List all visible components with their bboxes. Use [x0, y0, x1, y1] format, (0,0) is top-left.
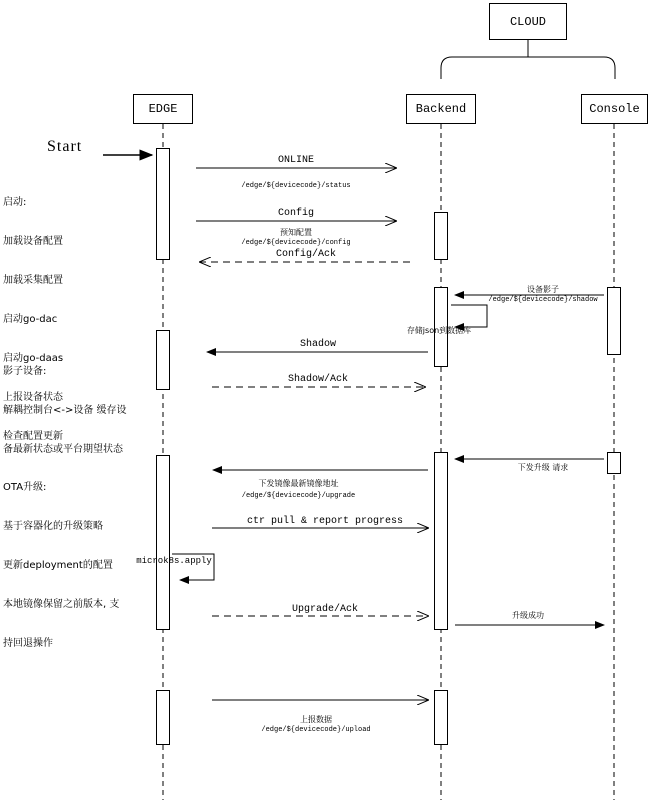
message-device-shadow-label: 设备影子: [527, 285, 559, 294]
message-upgrade-success-label: 升级成功: [512, 611, 544, 620]
message-upload-path: /edge/${devicecode}/upload: [261, 726, 371, 734]
note-startup-line-4: 启动go-daas: [3, 353, 64, 364]
message-config-sub: 预知配置: [280, 228, 312, 237]
note-ota-line-4: 持回退操作: [3, 638, 53, 649]
activation-backend-3: [434, 452, 448, 630]
participant-console[interactable]: [581, 94, 648, 124]
activation-edge-4: [156, 690, 170, 745]
message-online-label: ONLINE: [277, 155, 314, 166]
note-ota-line-3: 本地镜像保留之前版本, 支: [3, 599, 120, 610]
activation-console-2: [607, 452, 621, 474]
message-upload-label: 上报数据: [300, 715, 332, 724]
note-ota-line-1: 基于容器化的升级策略: [3, 521, 103, 532]
participant-console-label: Console: [589, 102, 640, 116]
message-microk8s-apply-label: microk8s.apply: [136, 556, 212, 566]
message-upgrade-path: /edge/${devicecode}/upgrade: [241, 492, 356, 500]
note-ota-line-2: 更新deployment的配置: [3, 560, 113, 571]
note-startup-line-6: 检查配置更新: [3, 431, 63, 442]
start-label: Start: [47, 138, 83, 155]
message-store-json-label: 存储json到数据库: [406, 326, 472, 335]
note-startup-line-0: 启动:: [3, 197, 27, 208]
note-shadow-line-2: 备最新状态或平台期望状态: [3, 444, 123, 455]
message-config-path: /edge/${devicecode}/config: [241, 239, 351, 247]
note-ota-line-0: OTA升级:: [3, 482, 47, 493]
participant-backend[interactable]: [406, 94, 476, 124]
note-shadow-line-1: 解耦控制台<->设备 缓存设: [3, 405, 127, 416]
activation-edge-3: [156, 455, 170, 630]
message-ctr-pull-label: ctr pull & report progress: [246, 516, 404, 527]
message-upgrade-label: 下发镜像最新镜像地址: [258, 479, 339, 488]
participant-edge[interactable]: [133, 94, 193, 124]
message-config-ack-label: Config/Ack: [275, 249, 336, 260]
note-shadow-line-0: 影子设备:: [3, 366, 47, 377]
participant-cloud[interactable]: [489, 3, 567, 40]
message-config-label: Config: [277, 208, 314, 219]
activation-backend-1: [434, 212, 448, 260]
note-startup-line-3: 启动go-dac: [3, 314, 58, 325]
message-upgrade-ack-label: Upgrade/Ack: [291, 604, 358, 615]
message-online-path: /edge/${devicecode}/status: [241, 182, 351, 190]
activation-edge-1: [156, 148, 170, 260]
message-shadow-ack-label: Shadow/Ack: [287, 374, 348, 385]
activation-backend-4: [434, 690, 448, 745]
message-device-shadow-path: /edge/${devicecode}/shadow: [488, 296, 598, 304]
message-shadow-label: Shadow: [299, 339, 336, 350]
participant-edge-label: EDGE: [148, 102, 178, 116]
activation-console-1: [607, 287, 621, 355]
note-startup-line-1: 加载设备配置: [3, 236, 63, 247]
message-upgrade-request-label: 下发升级 请求: [517, 463, 569, 472]
participant-cloud-label: CLOUD: [509, 14, 546, 29]
note-startup-line-2: 加载采集配置: [3, 275, 63, 286]
activation-edge-2: [156, 330, 170, 390]
participant-backend-label: Backend: [415, 102, 467, 116]
note-startup-line-5: 上报设备状态: [3, 392, 63, 403]
